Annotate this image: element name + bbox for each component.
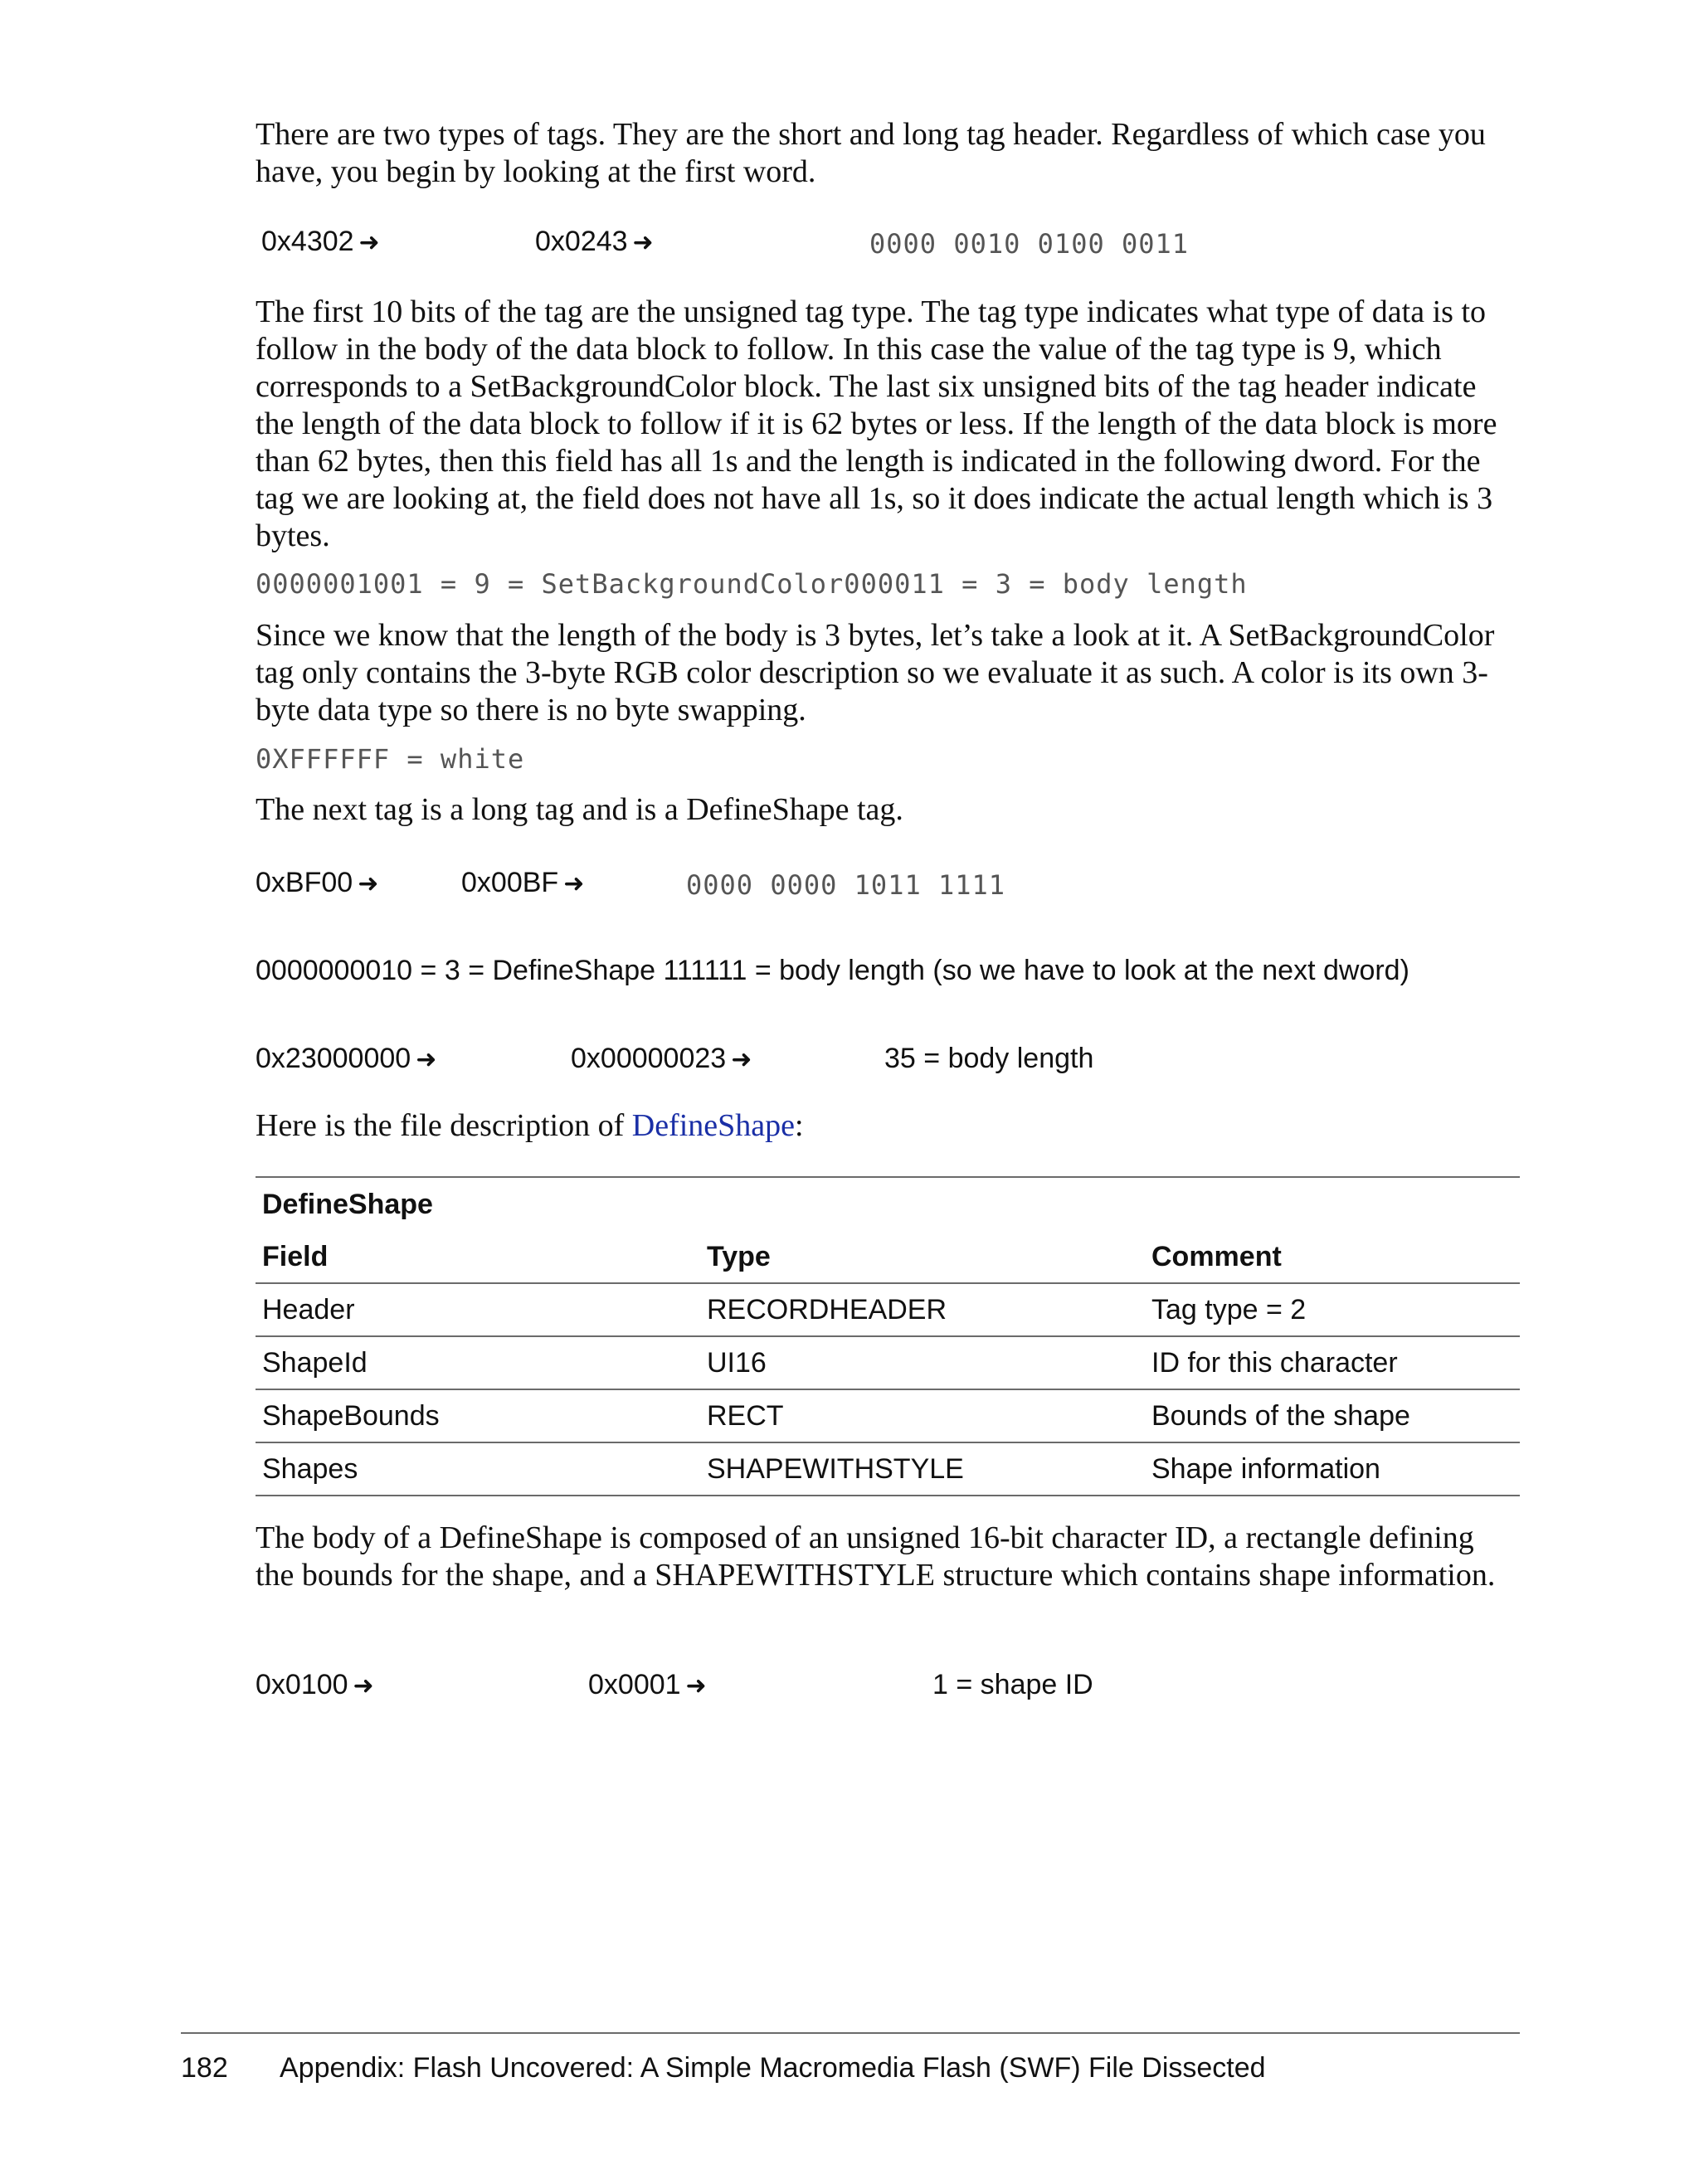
hex-word: 0x4302 [261,226,354,257]
column-header-comment: Comment [1151,1240,1282,1272]
footer-rule [181,2032,1520,2034]
hex-value-a [256,867,378,899]
column-header-type: Type [707,1240,771,1272]
code-line-color: 0XFFFFFF = white [256,743,525,775]
arrow-right-icon: ➜ [632,229,654,256]
code-line-tag-type: 0000001001 = 9 = SetBackgroundColor000011 = 3 = body length [256,568,1248,600]
hex-value-b [588,1669,707,1701]
cell-field: Header [262,1293,355,1325]
intro-paragraph: There are two types of tags. They are the short and long tag header. Regardless of which case you have, you begin by looking at the first word. [256,117,1486,189]
arrow-right-icon: ➜ [563,870,585,897]
cell-field: Shapes [262,1452,358,1485]
arrow-right-icon: ➜ [731,1046,752,1073]
hex-word-swapped: 0x0243 [535,226,628,257]
hex-value-b [461,867,584,899]
cell-type: RECT [707,1399,784,1432]
cell-comment: ID for this character [1151,1346,1398,1379]
table-row [256,1390,1520,1443]
hex-word-swapped: 0x00BF [461,867,559,898]
defineshape-link[interactable]: DefineShape [631,1108,796,1143]
hex-value-a [256,1669,374,1701]
decoded-value: 1 = shape ID [932,1669,1093,1700]
cell-type: SHAPEWITHSTYLE [707,1452,964,1485]
paragraph-text: Here is the file description of [256,1108,632,1143]
paragraph-text: : [795,1108,804,1143]
file-description-paragraph [256,1107,1520,1145]
cell-comment: Bounds of the shape [1151,1399,1410,1432]
body-length-paragraph: Since we know that the length of the body is 3 bytes, let’s take a look at it. A SetBackgroundColor tag only contains the 3-byte RGB color description so we evaluate it as such. A color is its own 3-byte data type so there is no byte swapping. [256,618,1495,727]
arrow-right-icon: ➜ [353,1672,374,1700]
decoded-value: 35 = body length [884,1043,1094,1074]
page-number: 182 [181,2052,228,2084]
hex-value-a [261,226,380,258]
hex-dword-swapped: 0x00000023 [571,1043,727,1074]
arrow-right-icon: ➜ [358,229,380,256]
table-header-row [256,1231,1520,1284]
binary-value: 0000 0000 1011 1111 [686,869,1006,901]
defineshape-body-paragraph: The body of a DefineShape is composed of an unsigned 16-bit character ID, a rectangle defining the bounds for the shape, and a SHAPEWITHSTYLE structure which contains shape information. [256,1520,1496,1593]
defineshape-table [256,1176,1520,1496]
long-tag-paragraph: The next tag is a long tag and is a DefineShape tag. [256,792,903,827]
arrow-right-icon: ➜ [358,870,379,897]
arrow-right-icon: ➜ [685,1672,707,1700]
hex-word-swapped: 0x0001 [588,1669,681,1700]
cell-type: UI16 [707,1346,767,1379]
cell-comment: Tag type = 2 [1151,1293,1307,1325]
defineshape-bits-line: 0000000010 = 3 = DefineShape 111111 = body length (so we have to look at the next dword) [256,955,1409,986]
table-caption: DefineShape [262,1189,433,1220]
hex-value-a [256,1043,436,1075]
hex-word: 0xBF00 [256,867,353,898]
tag-type-paragraph: The first 10 bits of the tag are the unsigned tag type. The tag type indicates what type of data is to follow in the body of the data block to follow. In this case the value of the tag type is 9, which corresponds to a SetBackgroundColor block. The last six unsigned bits of the tag header indicate the length of the data block to follow if it is 62 bytes or less. If the length of the data block is more than 62 bytes, then this field has all 1s and the length is indicated in the following dword. For the tag we are looking at, the field does not have all 1s, so it does indicate the actual length which is 3 bytes. [256,294,1497,553]
hex-value-b [571,1043,752,1075]
table-row [256,1443,1520,1496]
binary-value: 0000 0010 0100 0011 [869,228,1190,260]
hex-value-b [535,226,654,258]
table-row [256,1284,1520,1337]
cell-field: ShapeBounds [262,1399,440,1432]
cell-type: RECORDHEADER [707,1293,947,1325]
column-header-field: Field [262,1240,329,1272]
table-row [256,1337,1520,1390]
running-footer-title: Appendix: Flash Uncovered: A Simple Macromedia Flash (SWF) File Dissected [280,2052,1266,2084]
cell-comment: Shape information [1151,1452,1380,1485]
arrow-right-icon: ➜ [416,1046,437,1073]
cell-field: ShapeId [262,1346,368,1379]
hex-dword: 0x23000000 [256,1043,411,1074]
hex-word: 0x0100 [256,1669,348,1700]
